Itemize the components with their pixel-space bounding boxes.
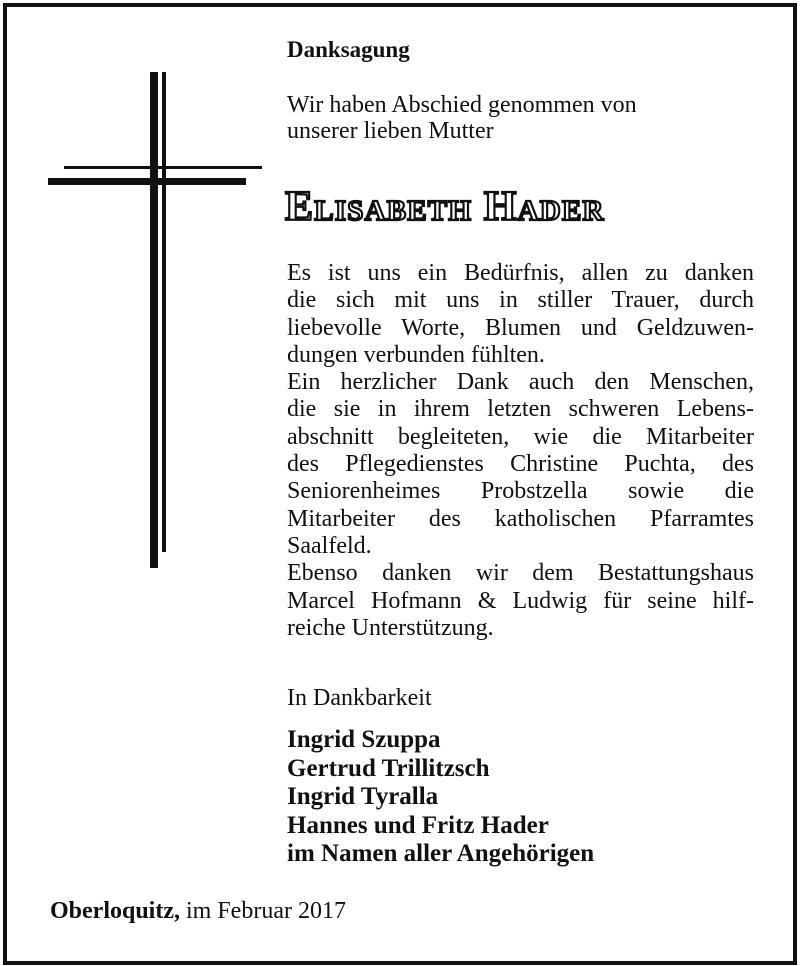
closing-text: In Dankbarkeit	[287, 685, 432, 711]
body-line: dungen verbunden fühlten.	[287, 341, 545, 368]
body-line: Seniorenheimes Probstzella sowie die	[287, 478, 754, 505]
body-line: abschnitt begleiteten, wie die Mitarbeiter	[287, 423, 754, 450]
body-line: reiche Unterstützung.	[287, 614, 494, 641]
intro-text	[287, 92, 767, 144]
body-line: des Pflegedienstes Christine Puchta, des	[287, 451, 754, 478]
signer-name: Ingrid Szuppa	[287, 726, 441, 753]
body-line: Saalfeld.	[287, 532, 372, 559]
cross-icon	[44, 72, 266, 572]
intro-line: Wir haben Abschied genommen von	[287, 92, 637, 118]
deceased-name: Elisabeth Hader	[285, 184, 605, 230]
body-line: die sie in ihrem letzten schweren Lebens-	[287, 396, 754, 423]
body-line: Marcel Hofmann & Ludwig für seine hilf-	[287, 587, 754, 614]
thanks-paragraph	[287, 260, 754, 642]
cross-vertical-bar-inner	[162, 72, 166, 552]
signer-name: Gertrud Trillitzsch	[287, 754, 490, 782]
cross-center-gap	[158, 169, 162, 178]
body-line: Ebenso danken wir dem Bestattungshaus	[287, 560, 754, 587]
intro-line: unserer lieben Mutter	[287, 118, 494, 144]
body-line: Mitarbeiter des katholischen Pfarramtes	[287, 505, 754, 532]
cross-horizontal-bar-lower	[64, 166, 262, 169]
body-line: liebevolle Worte, Blumen und Geldzuwen-	[287, 314, 754, 341]
signer-name: Ingrid Tyralla	[287, 783, 439, 810]
cross-horizontal-bar-outer	[48, 178, 246, 185]
body-line: Ein herzlicher Dank auch den Menschen,	[287, 369, 754, 396]
notice-date: im Februar 2017	[186, 898, 346, 924]
signers-list	[287, 726, 767, 869]
cross-vertical-bar-outer	[150, 72, 158, 568]
body-line: Es ist uns ein Bedürfnis, allen zu danken	[287, 260, 754, 286]
place-name: Oberloquitz,	[50, 898, 180, 924]
body-line: die sich mit uns in stiller Trauer, durch	[287, 287, 754, 314]
place-and-date	[50, 897, 346, 925]
signer-name: im Namen aller Angehörigen	[287, 840, 595, 867]
notice-heading: Danksagung	[287, 37, 410, 62]
signer-name: Hannes und Fritz Hader	[287, 811, 549, 839]
